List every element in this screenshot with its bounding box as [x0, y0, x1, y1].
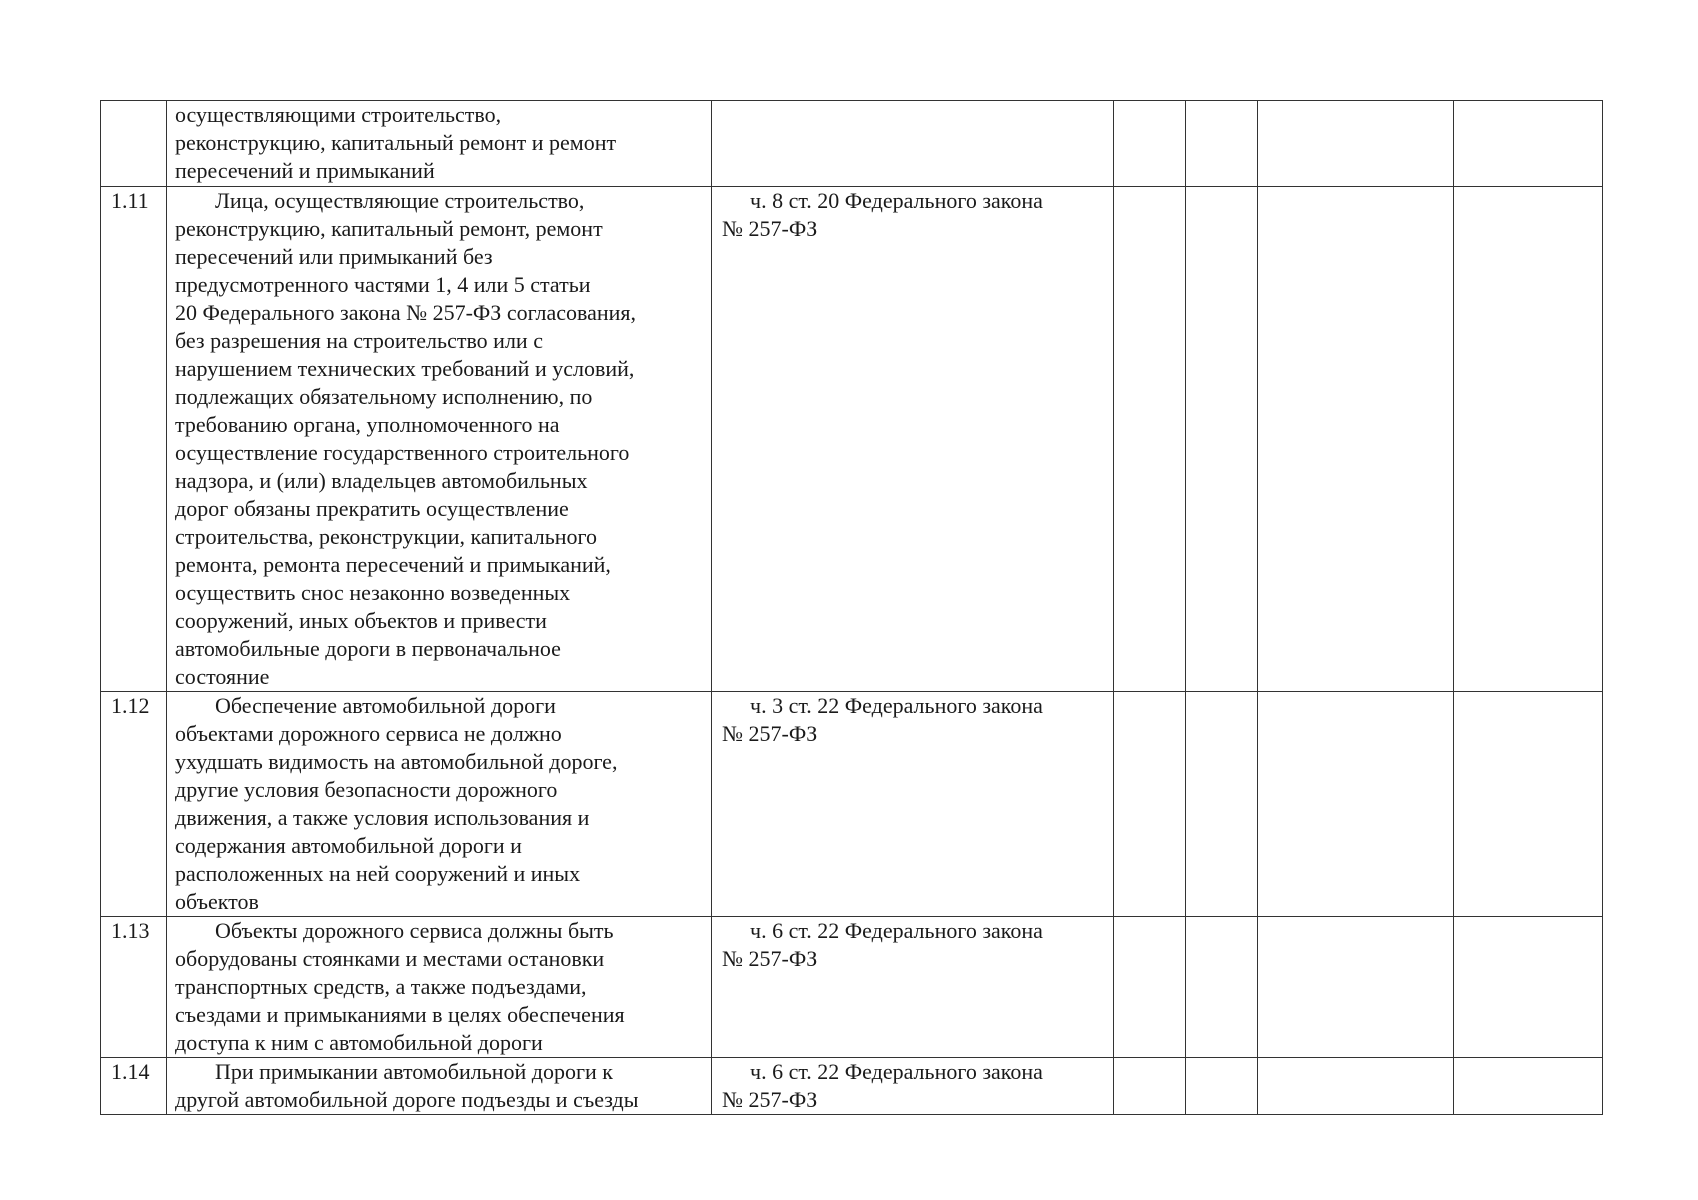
legal-source [712, 917, 1114, 1058]
requirement-text [167, 917, 712, 1058]
table-row [101, 917, 1603, 1058]
table-row [101, 692, 1603, 917]
legal-source-text: ч. 3 ст. 22 Федерального закона № 257-ФЗ [722, 693, 1043, 746]
table-row [101, 101, 1603, 187]
empty-cell-no [1186, 1058, 1258, 1115]
table-row [101, 1058, 1603, 1115]
requirement-paragraph: При примыкании автомобильной дороги к другой автомобильной дороге подъезды и съезды [175, 1059, 639, 1112]
empty-cell-na [1258, 101, 1454, 187]
empty-cell-note [1454, 1058, 1603, 1115]
table-row [101, 187, 1603, 692]
empty-cell-yes [1114, 692, 1186, 917]
row-number [101, 101, 167, 187]
empty-cell-yes [1114, 1058, 1186, 1115]
empty-cell-note [1454, 101, 1603, 187]
requirement-paragraph: Лица, осуществляющие строительство, реконструкцию, капитальный ремонт, ремонт пересечений или примыканий без предусмотренного частями 1, 4 или 5 статьи 20 Федерального закона № 257-ФЗ согласования, без разрешения на строительство или с нарушением технических требований и условий, подлежащих обязательному исполнению, по требованию органа, уполномоченного на осуществление государственного строительного надзора, и (или) владельцев автомобильных дорог обязаны прекратить осуществление строительства, реконструкции, капитального ремонта, ремонта пересечений и примыканий, осуществить снос незаконно возведенных сооружений, иных объектов и привести автомобильные дороги в первоначальное состояние [175, 188, 637, 689]
empty-cell-note [1454, 187, 1603, 692]
legal-source-text: ч. 8 ст. 20 Федерального закона № 257-ФЗ [722, 188, 1043, 241]
legal-source-text: ч. 6 ст. 22 Федерального закона № 257-ФЗ [722, 1059, 1043, 1112]
legal-source [712, 692, 1114, 917]
legal-source [712, 1058, 1114, 1115]
empty-cell-yes [1114, 101, 1186, 187]
requirement-paragraph: Объекты дорожного сервиса должны быть оборудованы стоянками и местами остановки транспортных средств, а также подъездами, съездами и примыканиями в целях обеспечения доступа к ним с автомобильной дороги [175, 918, 625, 1055]
requirement-text [167, 1058, 712, 1115]
empty-cell-note [1454, 692, 1603, 917]
requirement-text [167, 101, 712, 187]
requirement-text [167, 692, 712, 917]
row-number: 1.11 [101, 187, 167, 692]
empty-cell-no [1186, 917, 1258, 1058]
empty-cell-na [1258, 917, 1454, 1058]
row-number: 1.12 [101, 692, 167, 917]
legal-source [712, 101, 1114, 187]
empty-cell-na [1258, 187, 1454, 692]
empty-cell-no [1186, 187, 1258, 692]
legal-source-text: ч. 6 ст. 22 Федерального закона № 257-ФЗ [722, 918, 1043, 971]
requirement-paragraph: Обеспечение автомобильной дороги объектами дорожного сервиса не должно ухудшать видимость на автомобильной дороге, другие условия безопасности дорожного движения, а также условия использования и содержания автомобильной дороги и расположенных на ней сооружений и иных объектов [175, 693, 618, 914]
empty-cell-note [1454, 917, 1603, 1058]
empty-cell-yes [1114, 917, 1186, 1058]
empty-cell-no [1186, 101, 1258, 187]
requirement-paragraph: осуществляющими строительство, реконструкцию, капитальный ремонт и ремонт пересечений и примыканий [175, 102, 617, 183]
requirements-table [100, 100, 1603, 1115]
legal-source [712, 187, 1114, 692]
empty-cell-na [1258, 1058, 1454, 1115]
row-number: 1.14 [101, 1058, 167, 1115]
empty-cell-na [1258, 692, 1454, 917]
empty-cell-yes [1114, 187, 1186, 692]
empty-cell-no [1186, 692, 1258, 917]
requirement-text [167, 187, 712, 692]
row-number: 1.13 [101, 917, 167, 1058]
